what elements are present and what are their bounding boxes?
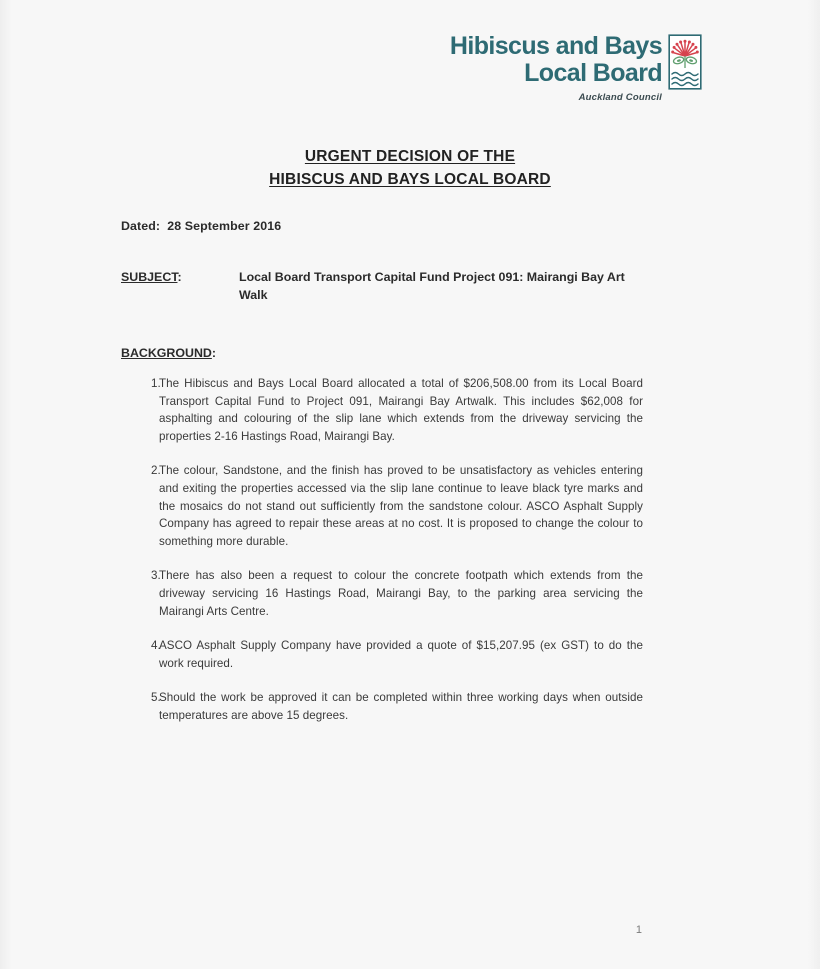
logo-line-2: Local Board (524, 59, 662, 87)
list-item-number: 5. (151, 691, 161, 705)
list-item-number: 2. (151, 464, 161, 478)
list-item (121, 462, 643, 550)
list-item (121, 375, 643, 445)
logo-wordmark (450, 34, 662, 103)
page-number: 1 (635, 924, 642, 936)
background-heading (121, 346, 216, 360)
document-title (0, 145, 820, 191)
subject-label-colon: : (177, 270, 182, 284)
list-item-number: 3. (151, 569, 161, 583)
logo-subtitle-auckland-council: Auckland Council (578, 92, 662, 103)
list-item-number: 4. (151, 639, 161, 653)
background-heading-colon: : (211, 346, 217, 360)
list-item-text: The Hibiscus and Bays Local Board allocated a total of $206,508.00 from its Local Board Transport Capital Fund to Project 091, Mairangi Bay Artwalk. This includes $62,008 for asphalting and colouring of the slip lane which extends from the driveway servicing the properties 2-16 Hastings Road, Mairangi Bay. (159, 377, 643, 443)
document-title-line-2: HIBISCUS AND BAYS LOCAL BOARD (269, 171, 551, 188)
document-title-line-1: URGENT DECISION OF THE (304, 148, 516, 165)
list-item-text: ASCO Asphalt Supply Company have provided a quote of $15,207.95 (ex GST) to do the work required. (159, 639, 643, 670)
list-item-text: There has also been a request to colour the concrete footpath which extends from the driveway servicing 16 Hastings Road, Mairangi Bay, to the parking area servicing the Mairangi Arts Centre. (159, 569, 643, 618)
list-item (121, 567, 643, 620)
list-item-number: 1. (151, 377, 161, 390)
pohutukawa-flower-and-waves-crest-icon (668, 34, 702, 90)
letterhead-logo (450, 34, 702, 103)
list-item (121, 689, 643, 724)
subject-label (121, 268, 239, 304)
logo-line-1: Hibiscus and Bays (449, 32, 662, 60)
subject-row (121, 268, 651, 304)
list-item-text: The colour, Sandstone, and the finish has proved to be unsatisfactory as vehicles entering and exiting the properties accessed via the slip lane continue to leave black tyre marks and the mosaics do not stand out sufficiently from the sandstone colour. ASCO Asphalt Supply Company has agreed to repair these areas at no cost. It is proposed to change the colour to something more durable. (159, 464, 643, 548)
list-item (121, 637, 643, 672)
background-items-list (121, 375, 643, 742)
background-heading-text: BACKGROUND (121, 346, 212, 360)
dated-line: Dated: 28 September 2016 (121, 219, 282, 233)
subject-value: Local Board Transport Capital Fund Project 091: Mairangi Bay Art Walk (239, 270, 625, 302)
list-item-text: Should the work be approved it can be completed within three working days when outside temperatures are above 15 degrees. (159, 691, 643, 722)
subject-label-text: SUBJECT (121, 270, 178, 284)
